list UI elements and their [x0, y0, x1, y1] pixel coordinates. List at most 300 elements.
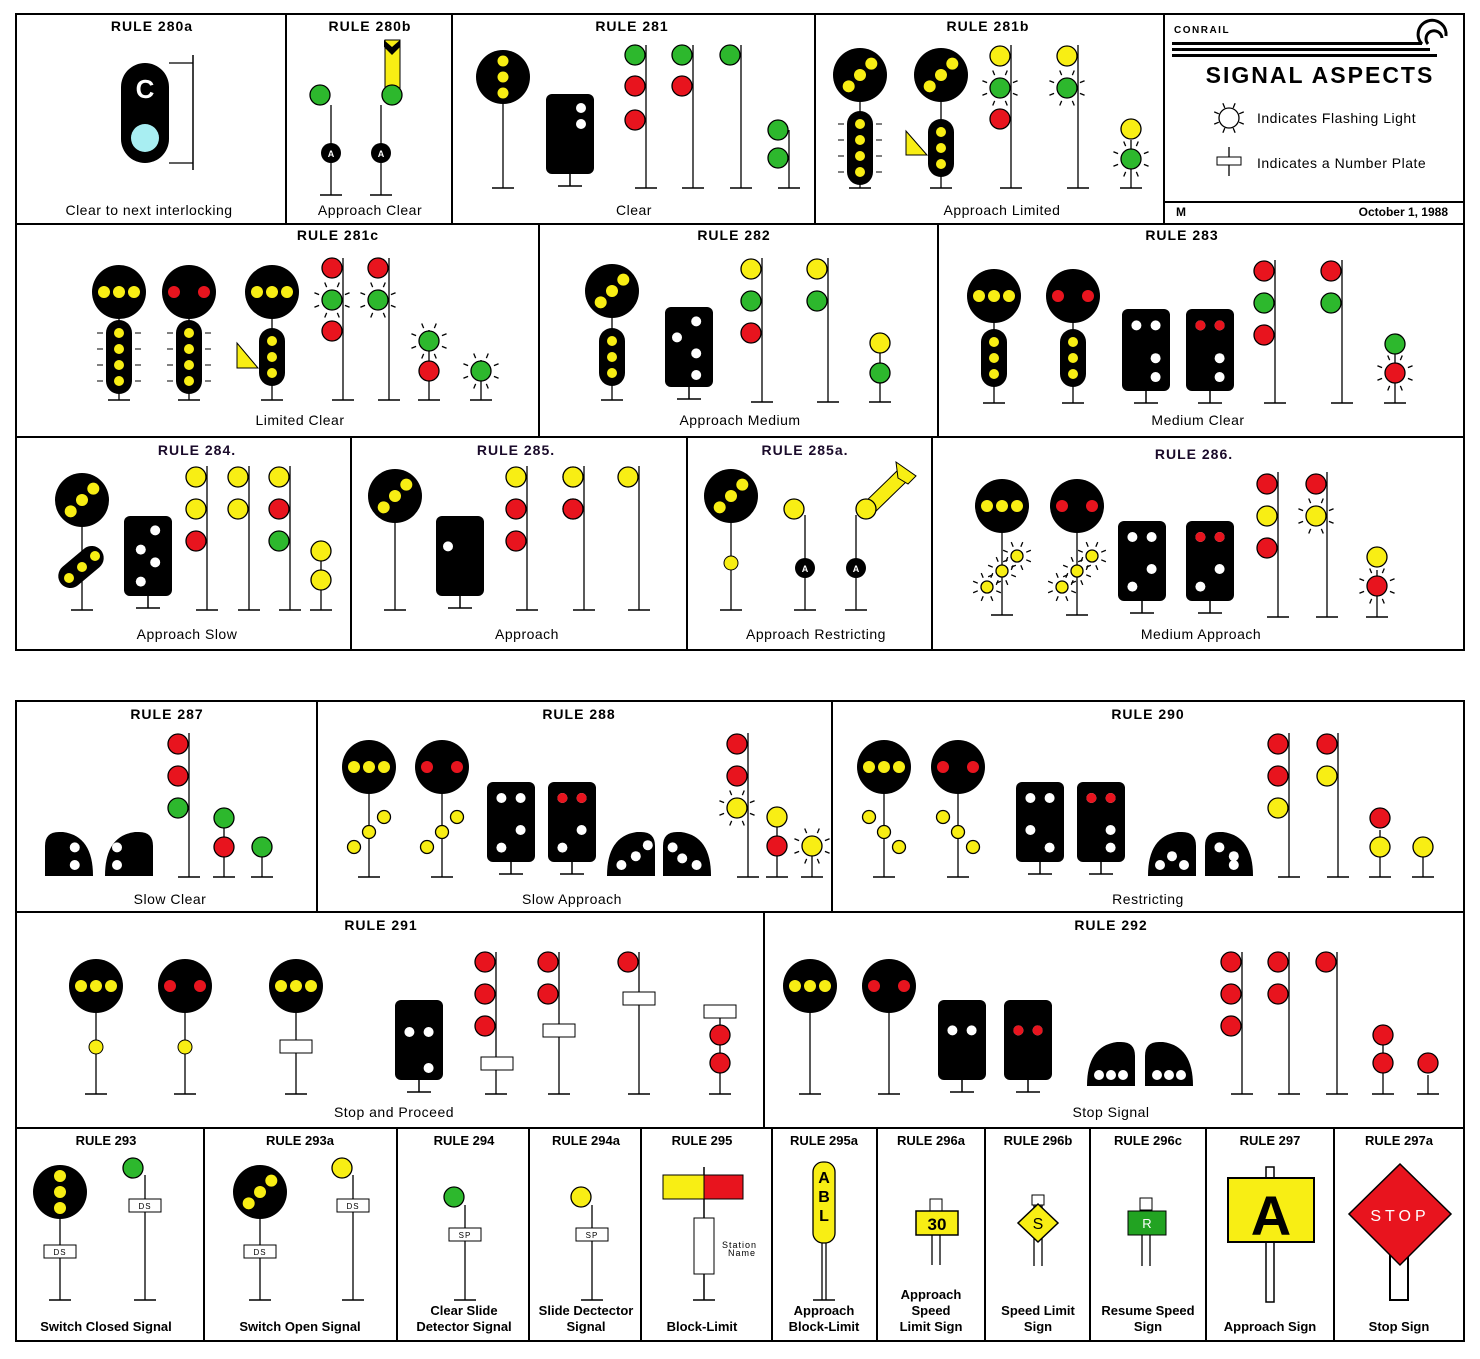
signal-lamp [727, 766, 747, 786]
flash-ray [1309, 498, 1311, 503]
a-marker-label: A [327, 149, 335, 159]
signal-light [843, 80, 855, 92]
limit-plate [237, 343, 258, 368]
signal-lamp [506, 499, 526, 519]
signal-light [804, 980, 816, 992]
signal-light [1155, 860, 1165, 870]
signal-lamp [856, 499, 876, 519]
abl-letter: A [818, 1170, 830, 1187]
flash-ray [1214, 112, 1219, 114]
flash-ray [434, 323, 436, 328]
station-board [694, 1218, 714, 1274]
signal-lamp [444, 1187, 464, 1207]
flash-ray [730, 821, 732, 826]
lunar-lamp [131, 124, 159, 152]
flash-ray [1003, 550, 1008, 552]
flash-ray [794, 839, 799, 841]
signal-light [714, 501, 726, 513]
signal-lamp [1221, 1016, 1241, 1036]
signal-light [576, 119, 586, 129]
signal-lamp [228, 467, 248, 487]
flash-ray [337, 282, 339, 287]
rule-caption-294: Detector Signal [416, 1319, 512, 1334]
signal-light [348, 761, 360, 773]
signal-light [1215, 372, 1225, 382]
signal-light [243, 1197, 255, 1209]
a-marker-label: A [801, 564, 809, 574]
rule-title-294a: RULE 294a [552, 1133, 620, 1148]
rule-title-296b: RULE 296b [1003, 1133, 1073, 1148]
flash-ray [1370, 599, 1372, 604]
signal-light [936, 127, 946, 137]
signal-lamp [672, 76, 692, 96]
flash-ray [1329, 521, 1334, 523]
rule-caption-294: Clear Slide [430, 1303, 498, 1318]
signal-lamp [186, 531, 206, 551]
signal-lamp [1121, 149, 1141, 169]
flash-ray [1101, 550, 1106, 552]
signal-light [935, 69, 947, 81]
flash-ray [1144, 152, 1149, 154]
signal-lamp [768, 120, 788, 140]
signal-light [1086, 793, 1096, 803]
signal-lamp [382, 85, 402, 105]
signal-light [1215, 564, 1225, 574]
signal-light [595, 296, 607, 308]
signal-light [946, 58, 958, 70]
signal-light [1068, 353, 1078, 363]
flash-ray [1013, 93, 1018, 95]
signal-lamp [784, 499, 804, 519]
signal-lamp [471, 361, 491, 381]
rule-title-280a: RULE 280a [110, 18, 194, 34]
signal-light [1195, 532, 1205, 542]
signal-light [194, 980, 206, 992]
flash-ray [805, 828, 807, 833]
flash-ray [442, 334, 447, 336]
signal-lamp [1317, 734, 1337, 754]
signal-light [70, 842, 80, 852]
signal-light [989, 369, 999, 379]
signal-light [112, 860, 122, 870]
signal-light [114, 328, 124, 338]
rule-title-296c: RULE 296c [1114, 1133, 1182, 1148]
signal-lamp [168, 766, 188, 786]
signal-light [112, 842, 122, 852]
dwarf-signal [1122, 309, 1170, 391]
signal-lamp [618, 467, 638, 487]
signal-lamp [1373, 1025, 1393, 1045]
signal-light [1025, 825, 1035, 835]
flash-ray [411, 334, 416, 336]
dwarf-signal [938, 1000, 986, 1080]
flash-ray [494, 364, 499, 366]
signal-lamp [870, 333, 890, 353]
plate-label: DS [53, 1248, 67, 1257]
signal-lamp [741, 323, 761, 343]
flash-ray [1005, 70, 1007, 75]
flash-ray [325, 282, 327, 287]
rule-title-288: RULE 288 [542, 706, 616, 722]
signal-light [725, 490, 737, 502]
flash-ray [1408, 366, 1413, 368]
signal-lamp [1268, 798, 1288, 818]
flash-ray [1060, 101, 1062, 106]
signal-lamp [1257, 538, 1277, 558]
signal-light [854, 69, 866, 81]
signal-light [1127, 582, 1137, 592]
signal-lamp [1370, 837, 1390, 857]
signal-lamp [1317, 766, 1337, 786]
flash-ray [474, 353, 476, 358]
rule-title-294: RULE 294 [433, 1133, 495, 1148]
rule-title-297: RULE 297 [1239, 1133, 1301, 1148]
flash-ray [422, 354, 424, 359]
flash-ray [1321, 529, 1323, 534]
rule-caption-294a: Signal [566, 1319, 606, 1334]
flash-ray [988, 565, 993, 567]
dwarf-signal [1118, 521, 1166, 601]
signal-lamp [1268, 984, 1288, 1004]
signal-light [128, 286, 140, 298]
dwarf-signal [487, 782, 535, 862]
signal-light [516, 825, 526, 835]
flash-ray [1214, 122, 1219, 124]
signal-light [1152, 1070, 1162, 1080]
signal-light [76, 494, 88, 506]
signal-lamp [1370, 808, 1390, 828]
signal-light [1011, 500, 1023, 512]
approach-a: A [1250, 1184, 1292, 1247]
signal-light [498, 56, 509, 67]
signal-lamp [952, 826, 965, 839]
date-label: October 1, 1988 [1358, 205, 1448, 219]
flash-ray [1101, 560, 1106, 562]
flash-ray [750, 801, 755, 803]
flash-ray [1223, 103, 1225, 108]
dwarf-signal [1186, 521, 1234, 601]
signal-lamp [967, 841, 980, 854]
signal-lamp [1321, 261, 1341, 281]
rule-caption-296b: Sign [1023, 1319, 1053, 1334]
flash-ray [383, 313, 385, 318]
upper-frame [16, 14, 1464, 650]
signal-light [557, 843, 567, 853]
signal-light [105, 980, 117, 992]
signal-light [691, 316, 701, 326]
signal-light [692, 860, 702, 870]
rule-caption-294a: Slide Dectector [538, 1303, 634, 1318]
flash-ray [973, 581, 978, 583]
flash-ray [719, 813, 724, 815]
flash-ray [383, 282, 385, 287]
plate-legend-icon [1217, 157, 1241, 165]
signal-light [1151, 320, 1161, 330]
rule-caption-285a: Approach Restricting [746, 626, 886, 642]
dwarf-signal [548, 782, 596, 862]
flash-ray [996, 591, 1001, 593]
signal-light [1179, 860, 1189, 870]
flash-ray [991, 596, 993, 601]
signal-light [677, 853, 687, 863]
flash-ray [1011, 565, 1013, 570]
rule-title-293a: RULE 293a [266, 1133, 334, 1148]
signal-light [1118, 1070, 1128, 1080]
flash-ray [1078, 550, 1083, 552]
signal-light [451, 761, 463, 773]
dwarf-signal [1016, 782, 1064, 862]
signal-light [378, 761, 390, 773]
rule-title-280b: RULE 280b [328, 18, 412, 34]
rule-caption-281b: Approach Limited [943, 202, 1061, 218]
flash-ray [1382, 599, 1384, 604]
flash-ray [1080, 81, 1085, 83]
signal-light [65, 505, 77, 517]
signal-light [1106, 843, 1116, 853]
flash-ray [1021, 542, 1023, 547]
signal-lamp [625, 110, 645, 130]
flash-ray [1078, 560, 1083, 562]
signal-lamp [1257, 474, 1277, 494]
signal-light [1167, 851, 1177, 861]
flash-ray [1124, 172, 1126, 177]
signal-lamp [990, 109, 1010, 129]
flash-ray [1298, 521, 1303, 523]
signal-lamp [1254, 293, 1274, 313]
signal-lamp [475, 984, 495, 1004]
rule-caption-296a: Speed [911, 1303, 951, 1318]
dwarf-signal [1077, 782, 1125, 862]
flash-ray [1390, 591, 1395, 593]
signal-light [516, 793, 526, 803]
signal-light [75, 980, 87, 992]
signal-lamp [807, 291, 827, 311]
signal-light [668, 842, 678, 852]
rule-title-281: RULE 281 [595, 18, 669, 34]
flash-ray [981, 596, 983, 601]
signal-lamp [1316, 952, 1336, 972]
signal-light [1086, 500, 1098, 512]
signal-lamp [322, 321, 342, 341]
signal-lamp [937, 811, 950, 824]
signal-lamp [269, 531, 289, 551]
flash-ray [463, 364, 468, 366]
signal-lamp [506, 531, 526, 551]
signal-light [267, 352, 277, 362]
rule-title-282: RULE 282 [697, 227, 771, 243]
number-plate [543, 1024, 575, 1037]
flash-ray [1056, 573, 1058, 578]
signal-light [90, 980, 102, 992]
signal-light [936, 143, 946, 153]
signal-lamp [1268, 766, 1288, 786]
flash-ray [1013, 81, 1018, 83]
flash-ray [1086, 542, 1088, 547]
flash-ray [1388, 355, 1390, 360]
signal-light [54, 1202, 66, 1214]
dwarf-signal [124, 516, 172, 596]
signal-lamp [1413, 837, 1433, 857]
signal-light [251, 286, 263, 298]
signal-light [64, 573, 74, 583]
signal-light [1127, 532, 1137, 542]
signal-light [617, 274, 629, 286]
signal-lamp [1321, 293, 1341, 313]
rule-caption-290: Restricting [1112, 891, 1184, 907]
flash-ray [817, 859, 819, 864]
flash-ray [314, 293, 319, 295]
flash-ray [981, 573, 983, 578]
flash-ray [993, 70, 995, 75]
flash-ray [486, 353, 488, 358]
flash-ray [1136, 172, 1138, 177]
rule-title-287: RULE 287 [130, 706, 204, 722]
signal-lamp [1367, 576, 1387, 596]
flash-ray [742, 790, 744, 795]
flash-ray [1382, 568, 1384, 573]
signal-light [981, 500, 993, 512]
signal-light [855, 135, 865, 145]
flash-ray [1136, 141, 1138, 146]
signal-light [631, 851, 641, 861]
signal-lamp [1306, 506, 1326, 526]
flash-ray [411, 346, 416, 348]
flash-ray [1390, 579, 1395, 581]
signal-light [198, 286, 210, 298]
signal-lamp [419, 331, 439, 351]
brand-stripe [1172, 54, 1437, 57]
speed-s: S [1032, 1216, 1044, 1233]
signal-lamp [310, 85, 330, 105]
signal-light [1215, 532, 1225, 542]
signal-lamp [363, 826, 376, 839]
signal-light [1068, 369, 1078, 379]
signal-lamp [168, 734, 188, 754]
signal-lamp [768, 148, 788, 168]
flash-ray [1011, 575, 1016, 577]
signal-lamp [451, 811, 464, 824]
flash-ray [1113, 152, 1118, 154]
flash-ray [1063, 565, 1068, 567]
rule-caption-295a: Approach [793, 1303, 855, 1318]
signal-light [789, 980, 801, 992]
signal-lamp [214, 837, 234, 857]
number-plate [623, 992, 655, 1005]
signal-lamp [741, 291, 761, 311]
flash-ray [1329, 509, 1334, 511]
signal-light [150, 557, 160, 567]
signal-light [736, 479, 748, 491]
signal-light [672, 332, 682, 342]
flash-ray [494, 376, 499, 378]
signal-light [77, 562, 87, 572]
signal-lamp [368, 290, 388, 310]
signal-lamp [720, 45, 740, 65]
flash-ray [360, 293, 365, 295]
conrail-logo [1426, 31, 1442, 44]
signal-light [496, 843, 506, 853]
signal-light [184, 376, 194, 386]
signal-light [1082, 290, 1094, 302]
signal-lamp [1057, 78, 1077, 98]
signal-light [113, 286, 125, 298]
signal-lamp [767, 807, 787, 827]
flash-ray [486, 384, 488, 389]
number-plate [704, 1005, 736, 1018]
signal-lamp [311, 570, 331, 590]
signal-light [90, 551, 100, 561]
signal-light [1147, 564, 1157, 574]
signal-lamp [1057, 46, 1077, 66]
signal-lamp [710, 1053, 730, 1073]
flash-ray [982, 93, 987, 95]
signal-light [265, 1175, 277, 1187]
signal-light [643, 840, 653, 850]
signal-light [988, 290, 1000, 302]
rule-caption-296a: Limit Sign [899, 1319, 963, 1334]
signal-lamp [214, 808, 234, 828]
signal-lamp [672, 45, 692, 65]
signal-lamp [322, 290, 342, 310]
flash-ray [817, 828, 819, 833]
signal-light [136, 577, 146, 587]
flash-ray [750, 813, 755, 815]
flash-ray [345, 293, 350, 295]
signal-light [607, 352, 617, 362]
rule-caption-293: Switch Closed Signal [40, 1319, 172, 1334]
signal-light [267, 368, 277, 378]
signal-light [898, 980, 910, 992]
signal-lamp [368, 258, 388, 278]
flash-ray [1233, 103, 1235, 108]
flash-ray [1071, 591, 1076, 593]
signal-light [855, 167, 865, 177]
flash-ray [1011, 542, 1013, 547]
signal-light [691, 370, 701, 380]
signal-light [1052, 290, 1064, 302]
flash-ray [1026, 550, 1031, 552]
signal-lamp [506, 467, 526, 487]
flash-ray [1071, 557, 1073, 562]
signal-light [267, 336, 277, 346]
station-label: Station [722, 1240, 758, 1250]
signal-light [150, 525, 160, 535]
chart-title: SIGNAL ASPECTS [1205, 62, 1435, 88]
flash-ray [422, 323, 424, 328]
flash-ray [1021, 565, 1023, 570]
signal-lamp [1011, 550, 1023, 562]
flash-ray [1239, 122, 1244, 124]
plate-label: DS [253, 1248, 267, 1257]
flash-ray [1233, 128, 1235, 133]
signal-light [184, 360, 194, 370]
flash-ray [1124, 141, 1126, 146]
signal-lamp [123, 1158, 143, 1178]
dwarf-signal [1004, 1000, 1052, 1080]
flash-ray [1144, 164, 1149, 166]
number-plate [481, 1057, 513, 1070]
signal-lamp [767, 836, 787, 856]
signal-lamp [475, 952, 495, 972]
flash-ray [1026, 560, 1031, 562]
stop-label: STOP [1370, 1208, 1430, 1225]
signal-lamp [89, 1040, 103, 1054]
signal-light [54, 1170, 66, 1182]
signal-lamp [252, 837, 272, 857]
signal-light [400, 479, 412, 491]
flash-ray [1071, 580, 1073, 585]
signal-light [557, 793, 567, 803]
